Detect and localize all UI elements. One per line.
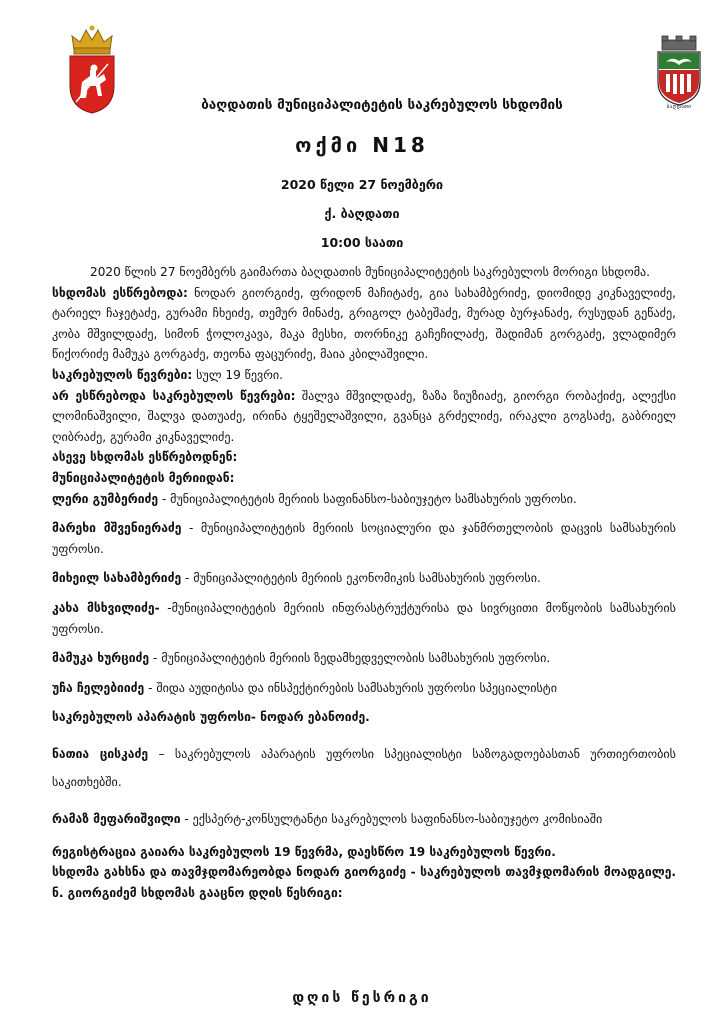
tower-crown-icon — [662, 36, 696, 50]
emblem-caption: ბაღდათი — [666, 104, 692, 110]
absent-members-paragraph — [52, 386, 676, 448]
intro-paragraph: 2020 წლის 27 ნოემბერს გაიმართა ბაღდათის მუნიციპალიტეტის საკრებულოს მორიგი სხდომა. — [90, 265, 651, 279]
official-entry: მამუკა ხურციძე - მუნიციპალიტეტის მერიის ზედამხედველობის სამსახურის უფროსი. — [52, 651, 551, 666]
official-entry: უჩა ჩელებიიძე - შიდა აუდიტისა და ინსპექტირების სამსახურის უფროსი სპეციალისტი — [52, 680, 557, 695]
mayor-office-heading: მუნიციპალიტეტის მერიიდან: — [52, 470, 235, 485]
chair-note: სხდომა გახსნა და თავმჯდომარეობდა ნოდარ გიორგიძე - საკრებულოს თავმჯდომარის მოადგილე. ნ. გიორგიძემ სხდომას გააცნო დღის წესრიგი: — [52, 865, 676, 901]
council-title: ბაღდათის მუნიციპალიტეტის საკრებულოს სხდომის — [201, 97, 563, 113]
present-members-paragraph — [52, 283, 676, 365]
staff-entry: ნათია ცისკაძე – საკრებულოს აპარატის უფროსი სპეციალისტი საზოგადოებასთან ურთიერთობის საკითხებში. — [52, 746, 676, 789]
session-place: ქ. ბაღდათი — [324, 206, 400, 221]
staff-entry: რამაზ მეფარიშვილი - ექსპერტ-კონსულტანტი საკრებულოს საფინანსო-საბიუჯეტო კომისიაში — [52, 811, 603, 826]
absent-names: შალვა მშვილდაძე, ზაზა ზიუზიაძე, გიორგი რობაქიძე, ალექსი ლომინაშვილი, შალვა დათუაძე, ირინა ტყეშელაშვილი, გვანცა გრძელიძე, ირაკლი გოგსაძე, გაბრიელ ღიბრაძე, გურამი კიკნაველიძე. — [52, 388, 676, 444]
members-count-paragraph — [52, 365, 676, 386]
absent-label: არ ესწრებოდა საკრებულოს წევრები: — [52, 388, 296, 403]
members-count-label: საკრებულოს წევრები: — [52, 367, 193, 382]
members-count-value: სულ 19 წევრი. — [196, 367, 283, 382]
official-entry: ლერი გუმბერიძე - მუნიციპალიტეტის მერიის საფინანსო-საბიუჯეტო სამსახურის უფროსი. — [52, 491, 577, 506]
registration-note: რეგისტრაცია გაიარა საკრებულოს 19 წევრმა, დაესწრო 19 საკრებულოს წევრი. — [52, 844, 556, 859]
also-present-heading: ასევე სხდომას ესწრებოდნენ: — [52, 450, 238, 465]
session-time: 10:00 საათი — [320, 235, 404, 250]
minutes-body — [52, 262, 676, 904]
official-entry: კახა მსხვილიძე- -მუნიციპალიტეტის მერიის ინფრასტრუქტურისა და სივრცითი მოწყობის სამსახურის უფროსი. — [52, 600, 676, 636]
crown-icon — [72, 26, 112, 55]
present-label: სხდომას ესწრებოდა: — [52, 285, 188, 300]
apparatus-head: საკრებულოს აპარატის უფროსი- ნოდარ ებანოიძე. — [52, 710, 370, 725]
session-date: 2020 წელი 27 ნოემბერი — [280, 177, 444, 192]
official-entry: მიხეილ სახამბერიძე - მუნიციპალიტეტის მერიის ეკონომიკის სამსახურის უფროსი. — [52, 571, 541, 586]
official-entry: მარეხი მშვენიერაძე - მუნიციპალიტეტის მერიის სოციალური და ჯანმრთელობის დაცვის სამსახურის უფროსი. — [52, 521, 676, 556]
protocol-number: ოქმი N18 — [295, 133, 429, 157]
baghdati-emblem-icon — [652, 34, 706, 106]
agenda-title: დღის წესრიგი — [292, 990, 432, 1006]
present-names: ნოდარ გიორგიძე, ფრიდონ მაჩიტაძე, გია სახამბერიძე, დიომიდე კიკნაველიძე, ტარიელ ჩაჯეტაძე, გურამი ჩხეიძე, თემურ მინაძე, გრიგოლ ტაბეშაძე, მურად ბურჯანაძე, რუსუდან გეწაძე, კობა მშვილდაძე, სიმონ ჭოლოკავა, მაკა მესხი, თორნიკე გაჩეჩილაძე, შადიმან გორგაძე, ვლადიმერ წიქორიძე მამუკა გორგაძე, თეონა ფაცურიძე, მაია კბილაშვილი. — [52, 285, 676, 362]
